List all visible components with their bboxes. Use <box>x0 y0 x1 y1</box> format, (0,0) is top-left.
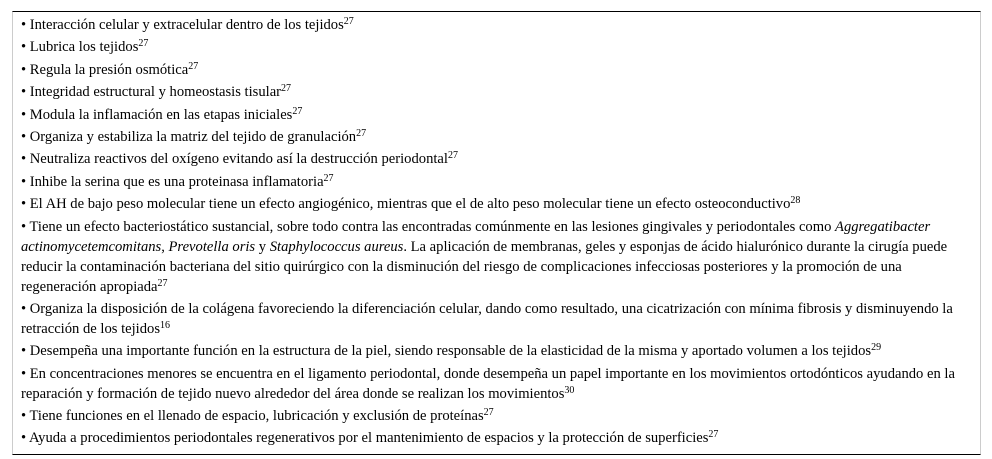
reference-superscript: 27 <box>483 407 494 419</box>
reference-superscript: 27 <box>708 429 719 441</box>
list-item: • Integridad estructural y homeostasis tisular$^{27}$ <box>21 83 292 101</box>
reference-superscript: 27 <box>188 60 199 72</box>
reference-superscript: 27 <box>138 38 149 50</box>
reference-superscript: 28 <box>790 195 801 207</box>
list-item: • Interacción celular y extracelular dentro de los tejidos$^{27}$ <box>21 16 354 33</box>
reference-superscript: 27 <box>343 16 354 27</box>
list-item: • Organiza la disposición de la colágena favoreciendo la diferenciación celular, dando como resultado, una cicatrización con mínima fibrosis y disminuyendo la retracción de los tejidos$^{16}$ <box>21 300 953 337</box>
reference-superscript: 29 <box>871 342 882 354</box>
reference-superscript: 27 <box>292 105 303 117</box>
reference-superscript: 27 <box>157 277 168 289</box>
list-item: • Inhibe la serina que es una proteinasa inflamatoria$^{27}$ <box>21 172 334 190</box>
list-item: • Modula la inflamación en las etapas iniciales$^{27}$ <box>21 105 303 123</box>
list-item: • Tiene un efecto bacteriostático sustancial, sobre todo contra las encontradas comúnmente en las lesiones gingivales y periodontales como Aggregatibacter actinomycetemcomitans, Prevotella oris y Staphylococcus aureus. La aplicación de membranas, geles y esponjas de ácido hialurónico durante la cirugía puede reducir la contaminación bacteriana del sitio quirúrgico con la disminución del riesgo de complicaciones infecciosas posteriores y la promoción de una regeneración apropiada$^{27}$ <box>21 218 948 295</box>
list-item: • Regula la presión osmótica$^{27}$ <box>21 60 199 78</box>
list-item: • Lubrica los tejidos$^{27}$ <box>21 38 149 56</box>
species-name: Staphylococcus aureus <box>269 238 404 255</box>
species-name: Aggregatibacter actinomycetemcomitans <box>21 218 931 255</box>
list-item: • Tiene funciones en el llenado de espacio, lubricación y exclusión de proteínas$^{27}$ <box>21 407 494 425</box>
list-item: • Ayuda a procedimientos periodontales regenerativos por el mantenimiento de espacios y la protección de superficies$^{27}$ <box>21 429 719 447</box>
list-item: • Desempeña una importante función en la estructura de la piel, siendo responsable de la elasticidad de la misma y aportado volumen a los tejidos$^{29}$ <box>21 342 882 360</box>
list-item: • En concentraciones menores se encuentra en el ligamento periodontal, donde desempeña un papel importante en los movimientos ortodónticos ayudando en la reparación y formación de tejido nuevo alrededor del área donde se realizan los movimientos$^{30}$ <box>21 365 955 402</box>
species-name: Prevotella oris <box>168 238 256 255</box>
list-item: • Neutraliza reactivos del oxígeno evitando así la destrucción periodontal$^{27}$ <box>21 150 458 168</box>
reference-superscript: 30 <box>564 384 575 396</box>
reference-superscript: 27 <box>281 83 292 95</box>
reference-superscript: 16 <box>160 319 170 331</box>
reference-superscript: 27 <box>323 172 334 184</box>
reference-superscript: 27 <box>447 150 458 162</box>
reference-superscript: 27 <box>356 127 367 139</box>
list-item: • Organiza y estabiliza la matriz del tejido de granulación$^{27}$ <box>21 127 367 145</box>
functions-table <box>12 11 981 455</box>
list-item: • El AH de bajo peso molecular tiene un efecto angiogénico, mientras que el de alto peso molecular tiene un efecto osteoconductivo$^{28}$ <box>21 195 801 213</box>
